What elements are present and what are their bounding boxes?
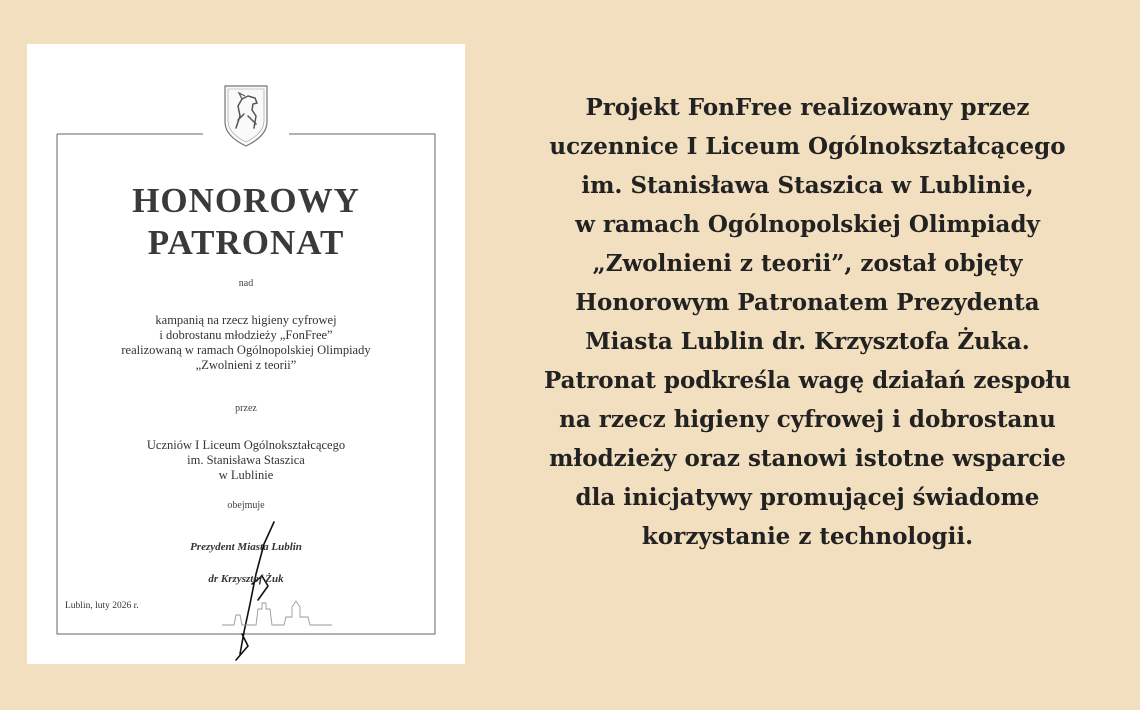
signer-title: Prezydent Miasta Lublin bbox=[190, 541, 302, 553]
announcement-line: dla inicjatywy promującej świadome bbox=[575, 484, 1040, 511]
announcement-line: Projekt FonFree realizowany przez bbox=[585, 94, 1030, 121]
campaign-line: realizowaną w ramach Ogólnopolskiej Olimpiady bbox=[121, 343, 371, 357]
announcement-line: im. Stanisława Staszica w Lublinie, bbox=[581, 172, 1034, 199]
announcement-line: Miasta Lublin dr. Krzysztofa Żuka. bbox=[585, 328, 1030, 355]
certificate-przez: przez bbox=[235, 403, 257, 414]
certificate-heading-line2: PATRONAT bbox=[147, 223, 345, 262]
school-line: im. Stanisława Staszica bbox=[187, 453, 305, 467]
campaign-line: „Zwolnieni z teorii” bbox=[195, 358, 297, 372]
certificate-nad: nad bbox=[238, 278, 254, 289]
announcement-line: korzystanie z technologii. bbox=[641, 523, 974, 550]
campaign-line: i dobrostanu młodzieży „FonFree” bbox=[159, 328, 333, 342]
signer-name: dr Krzysztof Żuk bbox=[208, 573, 284, 585]
certificate-obejmuje: obejmuje bbox=[227, 500, 265, 511]
announcement-line: w ramach Ogólnopolskiej Olimpiady bbox=[575, 211, 1040, 238]
certificate-heading-line1: HONOROWY bbox=[132, 181, 360, 220]
coat-of-arms-icon bbox=[222, 84, 270, 148]
announcement-line: na rzecz higieny cyfrowej i dobrostanu bbox=[559, 406, 1056, 433]
announcement-text bbox=[505, 88, 1110, 556]
announcement-line: Patronat podkreśla wagę działań zespołu bbox=[543, 367, 1072, 394]
announcement-line: młodzieży oraz stanowi istotne wsparcie bbox=[549, 445, 1066, 472]
certificate-document bbox=[27, 44, 465, 664]
announcement-line: uczennice I Liceum Ogólnokształcącego bbox=[549, 133, 1066, 160]
school-line: w Lublinie bbox=[218, 468, 274, 482]
campaign-line: kampanią na rzecz higieny cyfrowej bbox=[155, 313, 337, 327]
announcement-line: Honorowym Patronatem Prezydenta bbox=[575, 289, 1040, 316]
place-date: Lublin, luty 2026 r. bbox=[65, 601, 139, 611]
school-line: Uczniów I Liceum Ogólnokształcącego bbox=[146, 438, 346, 452]
city-skyline-icon bbox=[222, 589, 332, 629]
announcement-line: „Zwolnieni z teorii”, został objęty bbox=[592, 250, 1023, 277]
